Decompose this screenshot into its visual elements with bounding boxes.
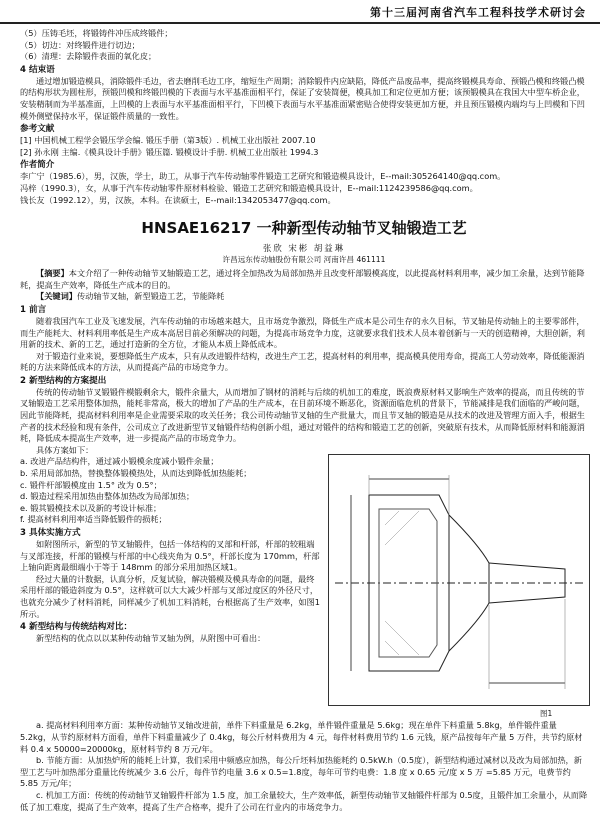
left-column: [20, 456, 320, 644]
content: [20, 28, 588, 813]
prev-step-line: （5）压铸毛坯，将锻铸件冲压成终锻件；: [20, 28, 173, 38]
hatch-line: [385, 641, 399, 655]
paragraph: 随着我国汽车工业及飞速发展，汽车传动轴的市场越来越大，且市场竞争激烈，降低生产成本是公司生存的永久目标，节叉轴是传动轴上的主要零部件，而生产能耗大、材料利用率低是生产成本高居目前必须解决的问题，为提高市场竞争力度，这就要求我们技术人员本着创新与一天的创造精神，大胆创新，利用新的技术、新的工艺，通过打造新的全方位，才能从本质上降低成本。: [20, 315, 585, 350]
article-authors: 张欣 宋彬 胡益琳: [263, 243, 345, 254]
prev-step-line: （5）切边：对终锻件进行切边；: [20, 39, 140, 50]
section-heading: 4 新型结构与传统结构对比：: [20, 622, 133, 633]
keywords: [20, 291, 588, 303]
paragraph: c. 机加工方面：传统的传动轴节叉轴锻件杆部为 1.5 度，加工余量较大，生产效率低，新型传动轴节叉轴锻件杆部为 0.5度，且锻件加工余量小，从而降低了加工难度，提高了生产效率，提高了生产合格率，提升了公司在行业内的市场竞争力。: [20, 790, 588, 812]
hatch-line: [385, 511, 419, 545]
plan-item: b. 采用局部加热，替换整体锻模热处，从而达到降低加热能耗；: [20, 468, 252, 479]
plan-item: f. 提高材料利用率适当降低锻件的损耗；: [20, 514, 167, 525]
article-title: HNSAE16217 一种新型传动轴节叉轴锻造工艺: [141, 219, 467, 238]
section-heading: 3 具体实施方式: [20, 528, 81, 538]
plan-item: c. 锻件杆部锻模度由 1.5° 改为 0.5°；: [20, 479, 162, 490]
reference-item: [1] 中国机械工程学会锻压学会编. 锻压手册（第3版）. 机械工业出版社 2007.10: [20, 135, 316, 146]
paragraph: 对于锻造行业来说，要想降低生产成本，只有从改进锻件结构，改进生产工艺，提高材料的利用率，提高模具使用寿命，提高工人劳动效率，降低能源消耗的方法来降低成本的方法，从而提高产品的市场竞争力。: [20, 350, 585, 373]
author-bio: 钱长友（1992.12），男，汉族，本科。在读硕士，E--mail:1342053477@qq.com。: [20, 194, 336, 205]
abstract: [20, 268, 588, 291]
hatch-line: [385, 621, 419, 655]
header-bar: [0, 0, 600, 24]
reference-item: [2] 孙永刚 主编.《模具设计手册》锻压篇. 锻模设计手册. 机械工业出版社 1994.3: [20, 146, 319, 157]
keywords-text: 传动轴节叉轴，新型锻造工艺，节能降耗: [76, 291, 225, 302]
paragraph: b. 节能方面：从加热炉所的能耗上计算，我们采用中频感应加热，每公斤坯料加热能耗约 0.5kW.h（0.5度），新型结构通过减材以及改为局部加热，新型工艺与叶加热部分重量比传统减少 3.6 公斤，每件节约电量 3.6 x 0.5=1.8度，每年可节约电费：1.8 度 x 0.65 元/度 x 5 万 =5.85 万元，电费节约 5.85 万元/年；: [20, 755, 582, 789]
conclusion-heading: 4 结束语: [20, 64, 55, 75]
conclusion-text: 通过增加锻造模具，消除锻件毛边，省去磨削毛边工序，缩短生产周期；消除锻件内应缺陷，降低产品废品率，提高终锻模具寿命、预锻凸模和终锻凸模的结构形状为圆柱形，预锻凹模和终锻凹模的下表面与水平基准面相平行，保证了安装简便，模具加工和定位更加方便；该预锻模具在我国大中型车桥企业，安装精制而为半基准面，上凹模的上表面与水平基准面相平行，下凹模下表面与水平基准面紧密贴合使得安装更加方便，并且预压锻模内端均与上凹模和下凹模外侧壁保持水平，保证锻件质量的一致性。: [20, 75, 585, 121]
plan-item: d. 锻造过程采用加热由整体加热改为局部加热；: [20, 491, 195, 502]
paragraph: 新型结构的优点以以某种传动轴节叉轴为例，从附图中可看出：: [36, 633, 266, 644]
abstract-text: 本文介绍了一种传动轴节叉轴锻造工艺，通过将全加热改为局部加热并且改变杆部锻模高度，以此提高材料利用率，减少加工余量，达到节能降耗，提高生产效率，降低生产成本的目的。: [20, 268, 585, 290]
two-column-area: [20, 456, 588, 719]
figure-drawing: [328, 454, 590, 706]
paragraph: 传统的传动轴节叉锻锻件模锻剩余大，锻件余量大，从而增加了钢材的消耗与后续的机加工的难度，既浪费原材料又影响生产效率的提高，而且传统的节叉轴锻造工艺采用整体加热，能耗非常高，极大的增加了产品的生产成本，在目前环境不断恶化，资源面临危机的背景下，节能减排是我们面临的严峻问题，因此节能降耗，提高材料利用率是企业需要采取的攻关任务；我公司传动轴节叉轴的生产批量大，而且节叉轴的锻造是从技术的改进及管理方面入手，根据生产者的技术经验和现有条件，公司成立了改进新型节叉轴锻件结构创新小组，通过对锻件的结构和锻造工艺的创新，突破原有技术，从而降低原材料和能源消耗，降低成本提高生产效率，进一步提高产品的市场竞争力。: [20, 386, 585, 444]
bottom-text: [20, 720, 588, 813]
abstract-label: 【摘要】: [36, 268, 69, 279]
plan-item: e. 锻其锻模技术以及新的考设计标准；: [20, 502, 162, 513]
author-bio: 李广宁（1985.6），男，汉族，学士，助工，从事于汽车传动轴零件锻造工艺研究和锻造模具设计，E--mail:305264140@qq.com。: [20, 171, 506, 182]
plan-item: a. 改进产品结构件，通过减小锻模余度减小锻件余量；: [20, 456, 219, 467]
authors-bio-heading: 作者简介: [20, 160, 55, 171]
paragraph: 经过大量的计数据，认真分析，反复试验，解决锻模及模具寿命的问题，最终采用杆部的锻造斜度为 0.5°，这样就可以大大减少杆部与叉部过度区的外径尺寸，也就充分减少了材料消耗，同样减少了机加工料消耗，台根据高了生产效率，如图1所示。: [20, 573, 320, 619]
keywords-label: 【关键词】: [36, 291, 77, 302]
section-heading: 2 新型结构的方案提出: [20, 375, 107, 386]
paragraph: 如附图所示，新型的节叉轴锻件，包括一体结构的叉部和杆部，杆部的较粗端与叉部连接，杆部的锻模与杆部的中心线夹角为 0.5°，杆部长度为 170mm，杆部上轴向距离最细端小于等于 148mm 的部分采用加热区域1。: [20, 539, 320, 573]
figure-caption: 图1: [540, 709, 553, 719]
article-affiliation: 许昌远东传动轴股份有限公司 河南许昌 461111: [222, 255, 386, 265]
paragraph: a. 提高材料利用率方面：某种传动轴节叉轴改进前，单件下料重量是 6.2kg，单件锻件重量是 5.6kg；现在单件下料重量 5.8kg，单件锻件重量 5.2kg，从节约原材料方面看，单件下料重量减少了 0.4kg，每公斤材料费用为 4 元，每件材料费用节约 1.6 元钱，原产品按每年产量 5 万件，共节约原材料 0.4 x 50000=20000kg，原材料节约 8 万元/年。: [20, 720, 583, 754]
paragraph: 具体方案如下：: [36, 444, 94, 455]
author-bio: 冯梓（1990.3），女，从事于汽车传动轴零件原材料检验、锻造工艺研究和锻造模具设计，E--mail:1124239586@qq.com。: [20, 182, 478, 193]
references-heading: 参考文献: [20, 124, 55, 135]
shaft-drawing-svg: [329, 455, 589, 705]
hatch-line: [385, 511, 399, 525]
running-head: 第十三届河南省汽车工程科技学术研讨会: [370, 6, 586, 19]
prev-step-line: （6）清理：去除锻件表面的氧化皮；: [20, 51, 157, 62]
section-heading: 1 前言: [20, 304, 47, 315]
